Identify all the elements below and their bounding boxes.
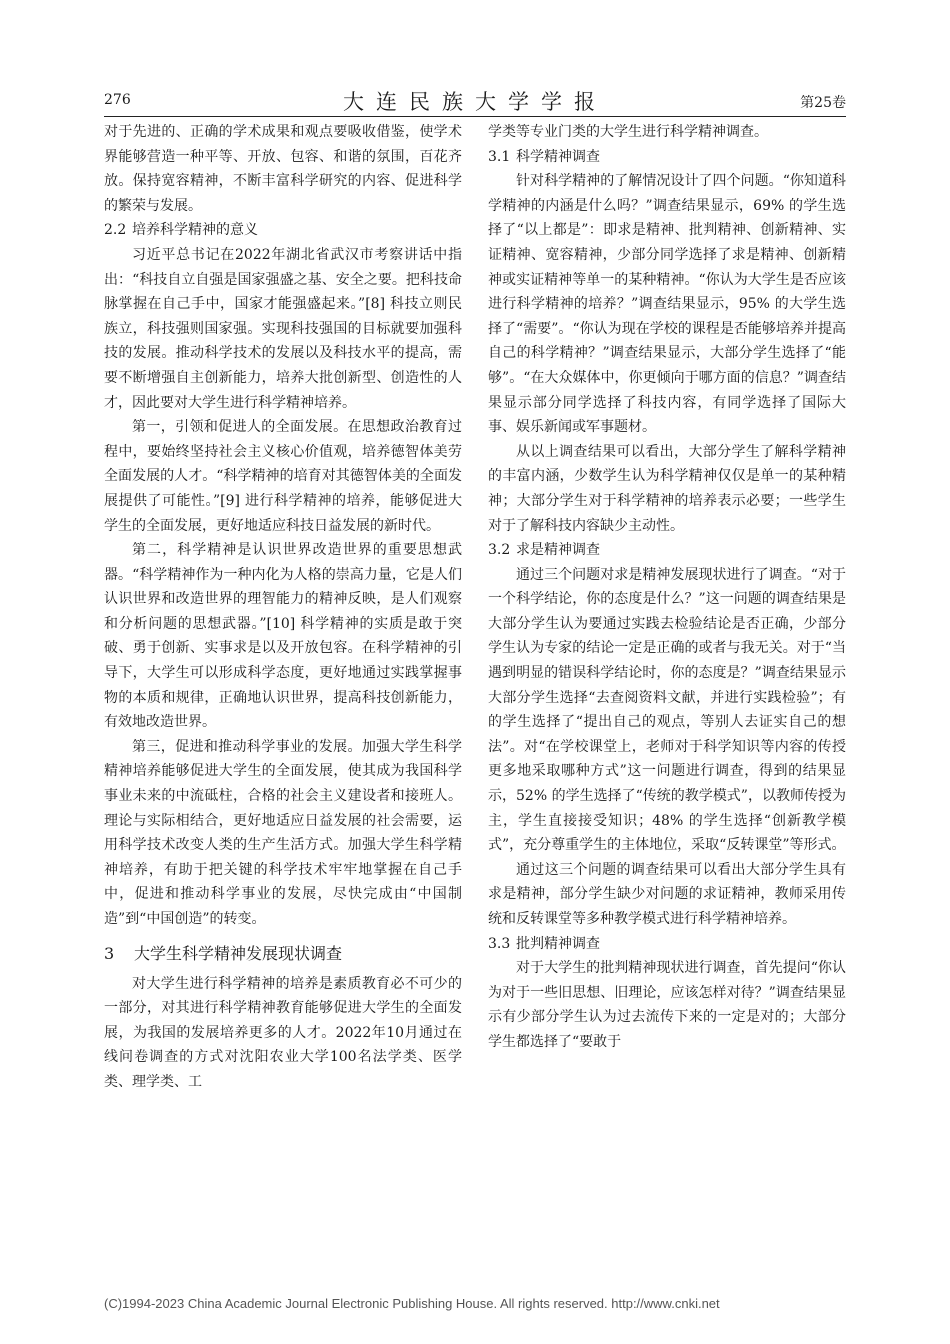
volume-label: 第25卷 xyxy=(800,95,846,111)
section-heading-3-1 xyxy=(488,145,846,170)
header-rule xyxy=(104,116,846,117)
paragraph: 针对科学精神的了解情况设计了四个问题。“你知道科学精神的内涵是什么吗？”调查结果显示，69% 的学生选择了“以上都是”：即求是精神、批判精神、创新精神、实证精神、宽容精神，少部分同学选择了求是精神、创新精神或实证精神等单一的某种精神。“你认为大学生是否应该进行科学精神的培养？”调查结果显示，95% 的大学生选择了“需要”。“你认为现在学校的课程是否能够培养并提高自己的科学精神？”调查结果显示，大部分学生选择了“能够”。“在大众媒体中，你更倾向于哪方面的信息？”调查结果显示部分同学选择了科技内容，有同学选择了国际大事、娱乐新闻或军事题材。 xyxy=(488,173,846,436)
section-number: 2.2 xyxy=(104,222,127,239)
section-heading-3-2 xyxy=(488,538,846,563)
section-title: 培养科学精神的意义 xyxy=(132,222,258,239)
section-title: 求是精神调查 xyxy=(516,542,600,559)
paragraph: 习近平总书记在2022年湖北省武汉市考察讲话中指出：“科技自立自强是国家强盛之基、安全之要。把科技命脉掌握在自己手中，国家才能强盛起来。”[8] 科技立则民族立，科技强则国家强。实现科技强国的目标就要加强科技的发展。推动科学技术的发展以及科技水平的提高，需要不断增强自主创新能力，培养大批创新型、创造性的人才，因此要对大学生进行科学精神培养。 xyxy=(104,246,462,411)
section-title: 科学精神调查 xyxy=(516,148,600,165)
paragraph: 从以上调查结果可以看出，大部分学生了解科学精神的丰富内涵，少数学生认为科学精神仅仅是单一的某种精神；大部分学生对于科学精神的培养表示必要；一些学生对于了解科技内容缺少主动性。 xyxy=(488,443,846,534)
section-title: 大学生科学精神发展现状调查 xyxy=(134,943,343,963)
paragraph: 学类等专业门类的大学生进行科学精神调查。 xyxy=(488,124,768,140)
copyright-footer: (C)1994-2023 China Academic Journal Electronic Publishing House. All rights reserved. http://www.cnki.net xyxy=(104,1296,720,1311)
section-number: 3.1 xyxy=(488,148,511,165)
running-header xyxy=(104,86,846,116)
paragraph: 对大学生进行科学精神的培养是素质教育必不可少的一部分，对其进行科学精神教育能够促进大学生的全面发展，为我国的发展培养更多的人才。2022年10月通过在线问卷调查的方式对沈阳农业大学100名法学类、医学类、理学类、工 xyxy=(104,975,462,1090)
paragraph: 第三，促进和推动科学事业的发展。加强大学生科学精神培养能够促进大学生的全面发展，使其成为我国科学事业未来的中流砥柱，合格的社会主义建设者和接班人。理论与实际相结合，更好地适应日益发展的社会需要，运用科学技术改变人类的生产生活方式。加强大学生科学精神培养，有助于把关键的科学技术牢牢地掌握在自己手中，促进和推动科学事业的发展，尽快完成由“中国制造”到“中国创造”的转变。 xyxy=(104,738,462,927)
section-heading-3-3 xyxy=(488,932,846,957)
section-number: 3 xyxy=(104,943,115,963)
page-number: 276 xyxy=(104,92,131,108)
section-number: 3.2 xyxy=(488,542,511,559)
paragraph: 第一，引领和促进人的全面发展。在思想政治教育过程中，要始终坚持社会主义核心价值观，培养德智体美劳全面发展的人才。“科学精神的培育对其德智体美的全面发展提供了可能性。”[9] 进行科学精神的培养，能够促进大学生的全面发展，更好地适应科技日益发展的新时代。 xyxy=(104,419,462,534)
paragraph: 通过这三个问题的调查结果可以看出大部分学生具有求是精神，部分学生缺少对问题的求证精神，教师采用传统和反转课堂等多种教学模式进行科学精神培养。 xyxy=(488,861,846,927)
section-heading-2-2 xyxy=(104,218,462,243)
paragraph: 第二，科学精神是认识世界改造世界的重要思想武器。“科学精神作为一种内化为人格的崇高力量，它是人们认识世界和改造世界的理智能力的精神反映，是人们观察和分析问题的思想武器。”[10] 科学精神的实质是敢于突破、勇于创新、实事求是以及开放包容。在科学精神的引导下，大学生可以形成科学态度，更好地通过实践掌握事物的本质和规律，正确地认识世界，提高科技创新能力，有效地改造世界。 xyxy=(104,542,462,731)
paragraph: 通过三个问题对求是精神发展现状进行了调查。“对于一个科学结论，你的态度是什么？”这一问题的调查结果是大部分学生认为要通过实践去检验结论是否正确，少部分学生认为专家的结论一定是正确的或者与我无关。对于“当遇到明显的错误科学结论时，你的态度是？”调查结果显示大部分学生选择“去查阅资料文献，并进行实践检验”；有的学生选择了“提出自己的观点，等别人去证实自己的想法”。对“在学校课堂上，老师对于科学知识等内容的传授更多地采取哪种方式”这一问题进行调查，得到的结果显示，52% 的学生选择了“传统的教学模式”，以教师传授为主，学生直接接受知识；48% 的学生选择“创新教学模式”，充分尊重学生的主体地位，采取“反转课堂”等形式。 xyxy=(488,566,846,854)
left-column xyxy=(104,120,462,1095)
section-title: 批判精神调查 xyxy=(516,935,600,952)
section-heading-3 xyxy=(104,942,462,966)
journal-title: 大连民族大学学报 xyxy=(343,90,607,114)
right-column xyxy=(488,120,846,1055)
section-number: 3.3 xyxy=(488,935,511,952)
paragraph: 对于大学生的批判精神现状进行调查，首先提问“你认为对于一些旧思想、旧理论，应该怎样对待？”调查结果显示有少部分学生认为过去流传下来的一定是对的；大部分学生都选择了“要敢于 xyxy=(488,960,846,1050)
paragraph: 对于先进的、正确的学术成果和观点要吸收借鉴，使学术界能够营造一种平等、开放、包容、和谐的氛围，百花齐放。保持宽容精神，不断丰富科学研究的内容、促进科学的繁荣与发展。 xyxy=(104,124,462,214)
